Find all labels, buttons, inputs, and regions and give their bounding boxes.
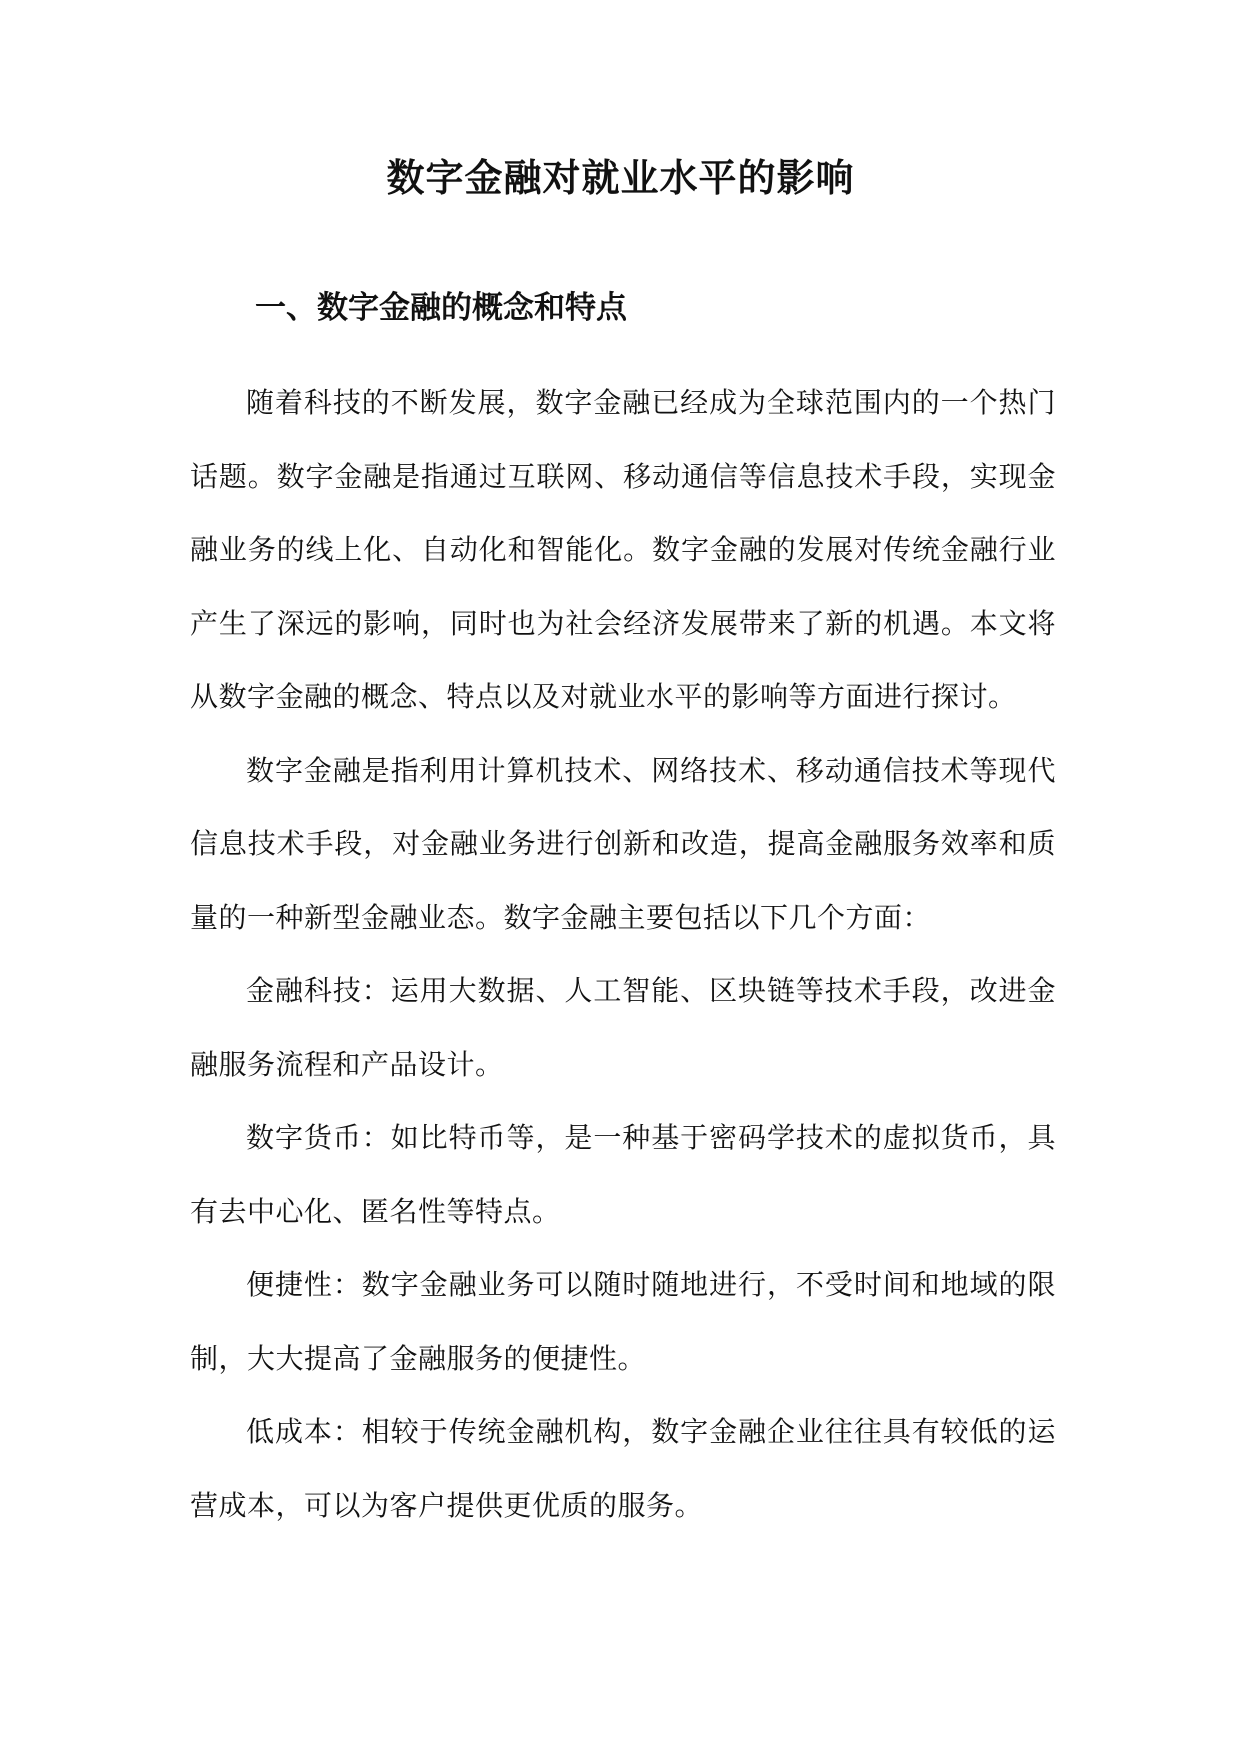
paragraph-intro: 随着科技的不断发展，数字金融已经成为全球范围内的一个热门话题。数字金融是指通过互联网、移动通信等信息技术手段，实现金融业务的线上化、自动化和智能化。数字金融的发展对传统金融行业产生了深远的影响，同时也为社会经济发展带来了新的机遇。本文将从数字金融的概念、特点以及对就业水平的影响等方面进行探讨。 <box>190 386 1056 713</box>
document-body <box>190 366 1056 1542</box>
paragraph-low-cost: 低成本：相较于传统金融机构，数字金融企业往往具有较低的运营成本，可以为客户提供更优质的服务。 <box>190 1415 1056 1522</box>
paragraph-definition: 数字金融是指利用计算机技术、网络技术、移动通信技术等现代信息技术手段，对金融业务进行创新和改造，提高金融服务效率和质量的一种新型金融业态。数字金融主要包括以下几个方面： <box>190 753 1056 934</box>
paragraph-fintech: 金融科技：运用大数据、人工智能、区块链等技术手段，改进金融服务流程和产品设计。 <box>190 974 1056 1081</box>
paragraph-convenience: 便捷性：数字金融业务可以随时随地进行，不受时间和地域的限制，大大提高了金融服务的便捷性。 <box>190 1268 1056 1375</box>
paragraph-digital-currency: 数字货币：如比特币等，是一种基于密码学技术的虚拟货币，具有去中心化、匿名性等特点。 <box>190 1121 1056 1228</box>
document-title: 数字金融对就业水平的影响 <box>386 155 855 200</box>
section-heading: 一、数字金融的概念和特点 <box>255 290 627 326</box>
